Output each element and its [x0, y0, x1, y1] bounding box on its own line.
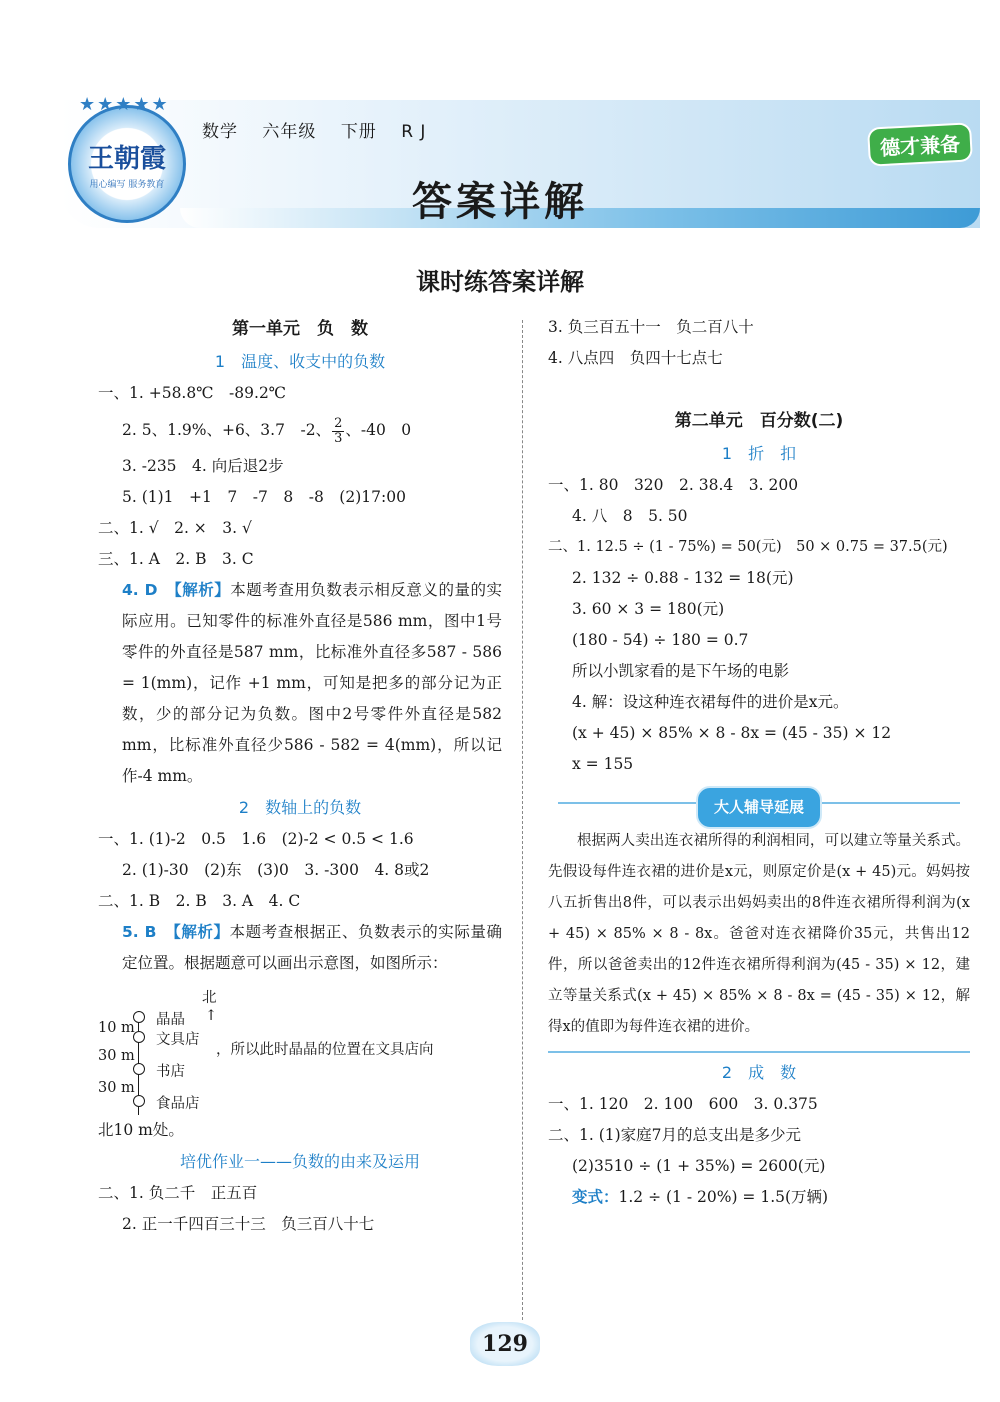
answer-line: (2)3510 ÷ (1 + 35%) = 2600(元): [572, 1157, 826, 1175]
analysis-paragraph: [98, 575, 502, 792]
answer-line: 4. 解：设这种连衣裙每件的进价是x元。: [572, 693, 849, 711]
answer-line: [548, 1182, 970, 1213]
answer-line: 4. 八点四 负四十七点七: [548, 349, 723, 367]
north-label: 北: [202, 990, 217, 1006]
answer-line: 2. (1)-30 (2)东 (3)0 3. -300 4. 8或2: [122, 861, 430, 879]
answer-line: 二、1. 12.5 ÷ (1 - 75%) = 50(元) 50 × 0.75 = 37.5(元): [548, 539, 948, 555]
answer-line: x = 155: [572, 755, 634, 773]
stars-icon: ★★★★★: [79, 94, 170, 115]
analysis-text: 本题考查根据正、负数表示的实际量确定位置。根据题意可以画出示意图，如图所示：: [122, 923, 502, 972]
answer-line: 一、1. +58.8℃ -89.2℃: [98, 384, 287, 402]
extension-text: 根据两人卖出连衣裙所得的利润相同，可以建立等量关系式。先假设每件连衣裙的进价是x元，则原定价是(x + 45)元。妈妈按八五折售出8件，可以表示出妈妈卖出的8件连衣裙所得利润为(x + 45) × 85% × 8 - 8x。爸爸对连衣裙降价35元，共售出12件，所以爸爸卖出的12件连衣裙所得利润为(45 - 35) × 12，建立等量关系式(x + 45) × 85% × 8 - 8x = (45 - 35) × 12，解得x的值即为每件连衣裙的进价。: [548, 833, 970, 1035]
position-diagram: [98, 983, 502, 1115]
answer-line: 一、1. 120 2. 100 600 3. 0.375: [548, 1095, 818, 1113]
answer-line: 所以小凯家看的是下午场的电影: [572, 662, 790, 680]
place-label: 食品店: [156, 1096, 200, 1112]
answer-line: 3. 60 × 3 = 180(元): [572, 600, 725, 618]
answer-line: 2. 正一千四百三十三 负三百八十七: [122, 1215, 375, 1233]
place-label: 晶晶: [156, 1012, 185, 1028]
answer-line: (x + 45) × 85% × 8 - 8x = (45 - 35) × 12: [572, 724, 892, 742]
lesson-heading: 培优作业一——负数的由来及运用: [179, 1152, 420, 1171]
column-divider: [522, 320, 523, 1320]
page-number: 129: [470, 1322, 540, 1366]
answer-line: 二、1. B 2. B 3. A 4. C: [98, 892, 301, 910]
page-title: 答案详解: [412, 179, 588, 225]
lesson-heading: 1 温度、收支中的负数: [214, 352, 386, 371]
answer-line: 二、1. √ 2. × 3. √: [98, 519, 252, 537]
section-title: 课时练答案详解: [416, 268, 584, 296]
grade: 六年级: [262, 122, 317, 142]
lesson-heading: 2 数轴上的负数: [238, 798, 362, 817]
volume: 下册: [340, 122, 377, 142]
extension-box: [548, 826, 970, 1053]
answer-line: 二、1. 负二千 正五百: [98, 1184, 258, 1202]
diagram-caption: ，所以此时晶晶的位置在文具店向: [216, 1042, 434, 1058]
fraction: [332, 417, 344, 446]
fraction-numerator: 2: [334, 415, 343, 431]
answer-text: 、-40 0: [345, 421, 412, 439]
place-label: 书店: [156, 1064, 185, 1080]
distance-label: 10 m: [98, 1020, 135, 1036]
place-label: 文具店: [156, 1032, 200, 1048]
answer-line: 三、1. A 2. B 3. C: [98, 550, 254, 568]
logo-slogan: 用心编写 服务教育: [89, 180, 165, 190]
answer-line: 3. -235 4. 向后退2步: [122, 457, 284, 475]
north-arrow-icon: ↑: [205, 1008, 218, 1024]
lesson-heading: 1 折 扣: [721, 444, 797, 463]
extension-banner: [548, 780, 970, 826]
fraction-denominator: 3: [334, 430, 343, 446]
answer-line: 一、1. (1)-2 0.5 1.6 (2)-2 < 0.5 < 1.6: [98, 830, 414, 848]
edition: R J: [401, 122, 427, 142]
unit-heading: 第一单元 负 数: [232, 319, 368, 339]
variant-text: 1.2 ÷ (1 - 20%) = 1.5(万辆): [618, 1188, 829, 1206]
book-info: [202, 117, 444, 142]
logo-name: 王朝霞: [87, 144, 166, 174]
left-column: [98, 312, 502, 1240]
subject: 数学: [202, 122, 238, 142]
analysis-label: 5. B 【解析】: [122, 923, 230, 941]
answer-line: 5. (1)1 +1 7 -7 8 -8 (2)17:00: [122, 488, 406, 506]
answer-line: [98, 409, 502, 451]
analysis-paragraph: [98, 917, 502, 979]
answer-line: 3. 负三百五十一 负二百八十: [548, 318, 754, 336]
analysis-label: 4. D 【解析】: [122, 581, 231, 599]
answer-line: (180 - 54) ÷ 180 = 0.7: [572, 631, 749, 649]
variant-label: 变式：: [572, 1188, 619, 1206]
answer-line: 二、1. (1)家庭7月的总支出是多少元: [548, 1126, 802, 1144]
answer-line: 一、1. 80 320 2. 38.4 3. 200: [548, 476, 799, 494]
analysis-text: 本题考查用负数表示相反意义的量的实际应用。已知零件的标准外直径是586 mm，图中1号零件的外直径是587 mm，比标准外直径多587 - 586 = 1(mm)，记作 +1 mm，可知是把多的部分记为正数，少的部分记为负数。图中2号零件外直径是582 mm，比标准外直径少586 - 582 = 4(mm)，所以记作-4 mm。: [122, 581, 502, 785]
distance-label: 30 m: [98, 1048, 135, 1064]
extension-label: 大人辅导延展: [696, 786, 822, 829]
lesson-heading: 2 成 数: [721, 1063, 797, 1082]
answer-line: 2. 132 ÷ 0.88 - 132 = 18(元): [572, 569, 794, 587]
right-column: [548, 312, 970, 1213]
distance-label: 30 m: [98, 1080, 135, 1096]
brand-tag: 德才兼备: [869, 124, 971, 164]
answer-line: 北10 m处。: [98, 1121, 184, 1139]
unit-heading: 第二单元 百分数(二): [674, 411, 844, 431]
answer-line: 4. 八 8 5. 50: [572, 507, 688, 525]
answer-text: 2. 5、1.9%、+6、3.7 -2、: [122, 421, 332, 439]
